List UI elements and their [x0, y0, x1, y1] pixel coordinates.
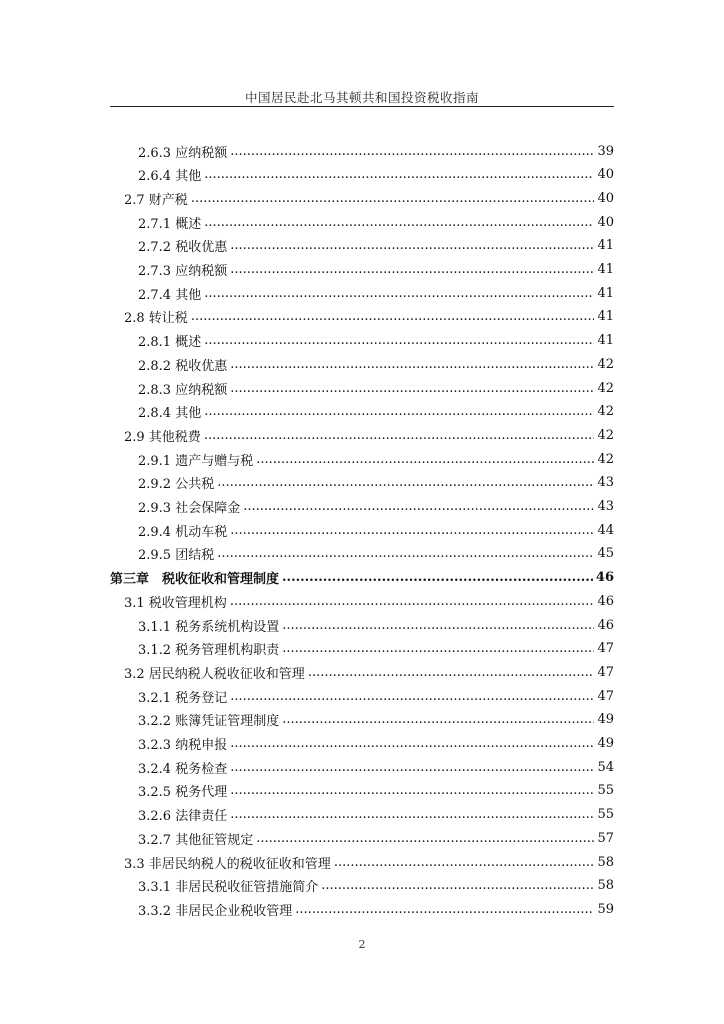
toc-row: [0, 543, 724, 565]
toc-entry-title: 3.2.5 税务代理: [138, 785, 228, 801]
toc-entry-title: 3.2.3 纳税申报: [138, 738, 228, 753]
toc-row: [0, 827, 724, 849]
toc-row: [0, 164, 724, 186]
toc-entry[interactable]: [138, 259, 614, 281]
toc-dot-leader: [282, 641, 594, 656]
toc-entry[interactable]: [138, 543, 614, 565]
toc-row: [0, 709, 724, 731]
toc-entry[interactable]: [124, 424, 614, 446]
toc-dot-leader: [230, 144, 594, 159]
toc-entry-title: 3.2.1 税务登记: [138, 690, 228, 706]
toc-row: [0, 733, 724, 755]
toc-row: [0, 330, 724, 352]
toc-dot-leader: [256, 831, 594, 846]
toc-entry[interactable]: [138, 211, 614, 233]
toc-entry-title: 3.2.2 账簿凭证管理制度: [138, 714, 280, 730]
toc-entry[interactable]: [138, 282, 614, 304]
toc-entry-title: 2.8.2 税收优惠: [138, 358, 228, 374]
toc-dot-leader: [204, 428, 595, 443]
toc-row: [0, 875, 724, 897]
toc-entry[interactable]: [138, 353, 614, 375]
toc-entry-title: 2.9 其他税费: [124, 429, 201, 445]
toc-entry-title: 2.9.3 社会保障金: [138, 501, 241, 516]
toc-row: [0, 614, 724, 636]
toc-entry-page: 55: [597, 783, 614, 799]
toc-dot-leader: [282, 618, 594, 633]
toc-entry-title: 2.7 财产税: [124, 192, 188, 208]
toc-row: [0, 424, 724, 446]
toc-entry[interactable]: [138, 164, 614, 186]
toc-dot-leader: [191, 309, 595, 324]
toc-entry-page: 46: [597, 617, 614, 633]
toc-entry-title: 3.1.1 税务系统机构设置: [138, 619, 280, 635]
toc-entry-page: 43: [597, 475, 614, 491]
toc-dot-leader: [334, 855, 595, 870]
toc-entry-title: 2.9.4 机动车税: [138, 524, 228, 540]
toc-entry-page: 55: [597, 807, 614, 823]
toc-entry[interactable]: [138, 401, 614, 423]
toc-dot-leader: [204, 333, 594, 348]
toc-row: [0, 756, 724, 778]
toc-entry-page: 41: [597, 333, 614, 349]
toc-row: [0, 187, 724, 209]
toc-entry-title: 2.8.3 应纳税额: [138, 382, 228, 398]
toc-entry-page: 39: [597, 143, 614, 159]
toc-row: [0, 401, 724, 423]
toc-row: [0, 259, 724, 281]
toc-row: [0, 472, 724, 494]
toc-entry-page: 40: [597, 190, 614, 206]
toc-dot-leader: [243, 499, 594, 514]
toc-entry-page: 49: [597, 712, 614, 728]
toc-entry-title: 2.6.4 其他: [138, 169, 202, 185]
toc-entry[interactable]: [138, 733, 614, 755]
toc-entry[interactable]: [124, 306, 614, 328]
toc-entry-page: 41: [597, 262, 614, 277]
toc-entry[interactable]: [138, 330, 614, 352]
toc-entry-title: 3.1.2 税务管理机构职责: [138, 643, 280, 659]
toc-entry[interactable]: [124, 661, 614, 683]
toc-entry-title: 3.3.2 非居民企业税收管理: [138, 903, 293, 919]
toc-row: [0, 685, 724, 707]
toc-dot-leader: [204, 167, 594, 182]
toc-dot-leader: [282, 570, 593, 585]
toc-entry[interactable]: [138, 614, 614, 636]
toc-dot-leader: [230, 523, 594, 538]
toc-entry-title: 2.7.4 其他: [138, 287, 202, 303]
toc-dot-leader: [230, 736, 594, 751]
page-number: 2: [358, 938, 366, 951]
toc-entry[interactable]: [138, 898, 614, 920]
toc-entry[interactable]: [138, 804, 614, 826]
toc-row: [0, 638, 724, 660]
toc-row: [0, 590, 724, 612]
toc-dot-leader: [282, 712, 594, 727]
toc-entry-page: 42: [597, 427, 614, 443]
toc-dot-leader: [217, 475, 594, 490]
toc-dot-leader: [230, 262, 594, 277]
toc-entry-title: 3.2.4 税务检查: [138, 761, 228, 777]
toc-entry[interactable]: [138, 235, 614, 257]
toc-entry[interactable]: [138, 780, 614, 802]
toc-entry-page: 54: [597, 759, 614, 775]
toc-row: [0, 851, 724, 873]
toc-dot-leader: [204, 404, 594, 419]
toc-entry[interactable]: [138, 685, 614, 707]
toc-entry-title: 2.9.1 遗产与赠与税: [138, 453, 254, 469]
toc-row: [0, 519, 724, 541]
toc-entry[interactable]: [138, 756, 614, 778]
toc-entry-page: 47: [597, 664, 614, 680]
toc-row: [0, 306, 724, 328]
toc-dot-leader: [230, 381, 594, 396]
toc-entry-page: 42: [597, 451, 614, 467]
toc-row: [0, 211, 724, 233]
toc-entry-page: 58: [597, 878, 614, 894]
toc-dot-leader: [230, 689, 594, 704]
toc-dot-leader: [230, 760, 594, 775]
toc-entry-page: 41: [597, 285, 614, 301]
toc-row: [0, 282, 724, 304]
toc-entry-page: 58: [597, 854, 614, 870]
toc-entry-page: 47: [597, 641, 614, 657]
toc-entry-page: 43: [597, 499, 614, 514]
toc-entry-page: 44: [597, 522, 614, 538]
toc-dot-leader: [204, 286, 594, 301]
toc-entry[interactable]: [138, 519, 614, 541]
toc-row: [0, 448, 724, 470]
toc-entry-page: 41: [597, 238, 614, 254]
toc-entry-page: 47: [597, 688, 614, 704]
toc-entry[interactable]: [138, 140, 614, 162]
toc-entry[interactable]: [124, 187, 614, 209]
toc-entry-page: 40: [597, 167, 614, 183]
toc-entry-title: 3.2 居民纳税人税收征收和管理: [124, 666, 305, 682]
toc-dot-leader: [217, 546, 594, 561]
page-header-title: 中国居民赴北马其顿共和国投资税收指南: [244, 90, 479, 105]
toc-row: [0, 140, 724, 162]
toc-entry[interactable]: [138, 827, 614, 849]
toc-dot-leader: [230, 238, 594, 253]
toc-dot-leader: [204, 215, 594, 230]
toc-entry[interactable]: [138, 709, 614, 731]
toc-dot-leader: [191, 191, 595, 206]
toc-entry-page: 59: [597, 901, 614, 917]
toc-dot-leader: [321, 878, 594, 893]
toc-dot-leader: [230, 594, 595, 609]
toc-entry-title: 3.1 税收管理机构: [124, 595, 227, 611]
toc-dot-leader: [308, 665, 595, 680]
toc-entry-page: 45: [597, 546, 614, 562]
toc-entry[interactable]: [138, 875, 614, 897]
toc-entry-title: 2.7.2 税收优惠: [138, 240, 228, 256]
toc-entry-title: 第三章 税收征收和管理制度: [110, 572, 280, 588]
toc-entry[interactable]: [124, 590, 614, 612]
toc-entry-title: 2.7.3 应纳税额: [138, 264, 228, 279]
toc-dot-leader: [256, 452, 594, 467]
toc-dot-leader: [230, 783, 594, 798]
toc-entry[interactable]: [138, 472, 614, 494]
toc-row: [0, 780, 724, 802]
toc-entry[interactable]: [138, 448, 614, 470]
toc-entry-title: 2.7.1 概述: [138, 216, 202, 232]
toc-entry[interactable]: [110, 567, 614, 589]
toc-entry-title: 3.3 非居民纳税人的税收征收和管理: [124, 856, 331, 872]
toc-entry[interactable]: [138, 377, 614, 399]
toc-entry-page: 40: [597, 214, 614, 230]
toc-entry[interactable]: [138, 638, 614, 660]
toc-row: [0, 235, 724, 257]
toc-entry-page: 41: [597, 309, 614, 325]
toc-dot-leader: [295, 902, 594, 917]
toc-entry-page: 42: [597, 404, 614, 420]
toc-entry-page: 42: [597, 380, 614, 396]
toc-row: [0, 804, 724, 826]
toc-entry[interactable]: [124, 851, 614, 873]
toc-entry-title: 2.9.2 公共税: [138, 477, 215, 493]
toc-entry-page: 46: [597, 593, 614, 609]
toc-entry-title: 2.6.3 应纳税额: [138, 145, 228, 161]
toc-entry-page: 42: [597, 356, 614, 372]
toc-entry-page: 49: [597, 736, 614, 751]
toc-entry-page: 46: [595, 570, 614, 586]
header-rule: [110, 106, 614, 107]
toc-row: [0, 567, 724, 589]
toc-entry-title: 3.2.7 其他征管规定: [138, 832, 254, 848]
toc-entry-title: 3.2.6 法律责任: [138, 809, 228, 825]
toc-row: [0, 496, 724, 518]
toc-entry-title: 3.3.1 非居民税收征管措施简介: [138, 880, 319, 896]
toc-entry-title: 2.9.5 团结税: [138, 548, 215, 564]
toc-entry-title: 2.8 转让税: [124, 311, 188, 327]
toc-dot-leader: [230, 807, 594, 822]
toc-dot-leader: [230, 357, 594, 372]
toc-row: [0, 353, 724, 375]
toc-row: [0, 661, 724, 683]
toc-entry-page: 57: [597, 830, 614, 846]
toc-entry[interactable]: [138, 496, 614, 518]
toc-entry-title: 2.8.1 概述: [138, 335, 202, 351]
toc-row: [0, 898, 724, 920]
toc-row: [0, 377, 724, 399]
toc-entry-title: 2.8.4 其他: [138, 406, 202, 422]
